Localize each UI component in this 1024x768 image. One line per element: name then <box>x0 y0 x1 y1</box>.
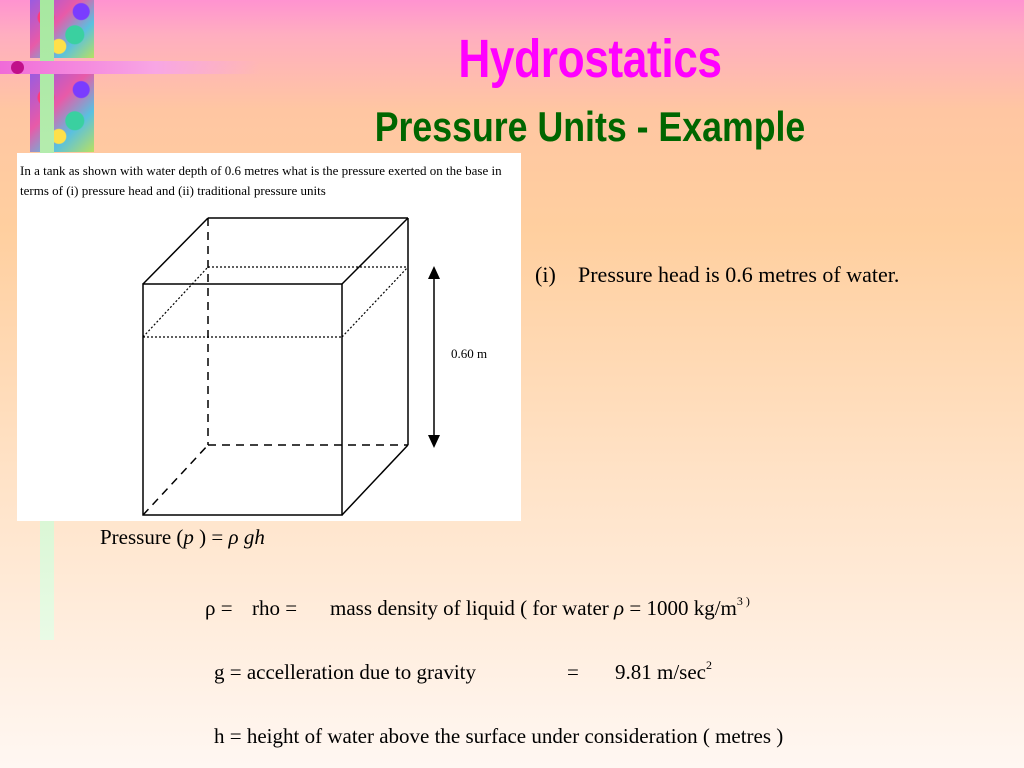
depth-arrow <box>428 266 440 448</box>
g-value-text: 9.81 m/sec <box>615 660 706 684</box>
rho-symbol: ρ = <box>205 596 233 620</box>
formula-rho: ρ <box>228 525 239 549</box>
g-value <box>615 660 712 685</box>
g-description: g = accelleration due to gravity <box>214 660 476 684</box>
g-exponent: 2 <box>705 658 712 672</box>
tank-hidden-bottom-left-edge <box>143 445 208 515</box>
answer-number: (i) <box>535 262 556 287</box>
rho-name: rho = <box>252 596 298 620</box>
tank-bottom-right-edge <box>342 445 408 515</box>
answer-text: Pressure head is 0.6 metres of water. <box>578 262 900 287</box>
rho-value: = 1000 kg/m <box>629 596 737 620</box>
formula-p: p <box>183 525 194 549</box>
water-surface-left <box>143 267 208 337</box>
decorative-dot <box>11 61 24 74</box>
slide-subtitle: Pressure Units - Example <box>374 103 806 150</box>
rho-symbol-inline: ρ <box>614 596 625 620</box>
decorative-horizontal-stripe <box>0 61 260 74</box>
h-description: h = height of water above the surface under consideration ( metres ) <box>214 724 784 748</box>
rho-exponent: 3 ) <box>736 594 750 608</box>
g-equals: = <box>567 660 579 684</box>
tank-top-left-edge <box>143 218 208 284</box>
depth-label: 0.60 m <box>451 346 488 361</box>
formula-gh: gh <box>238 525 265 549</box>
tank-diagram <box>17 153 521 521</box>
tank-top-right-edge <box>342 218 408 284</box>
formula-prefix: Pressure ( <box>100 525 184 549</box>
pressure-formula <box>100 525 265 550</box>
formula-middle: ) = <box>193 525 229 549</box>
tank-front-face <box>143 284 342 515</box>
rho-desc-text: mass density of liquid ( for water <box>330 596 609 620</box>
tank-figure <box>17 153 521 521</box>
question-text: In a tank as shown with water depth of 0.6 metres what is the pressure exerted on the base in terms of (i) pressure head and (ii) traditional pressure units <box>20 163 502 198</box>
water-surface-right <box>342 267 408 337</box>
rho-description <box>330 596 750 621</box>
slide-title: Hydrostatics <box>458 29 722 89</box>
